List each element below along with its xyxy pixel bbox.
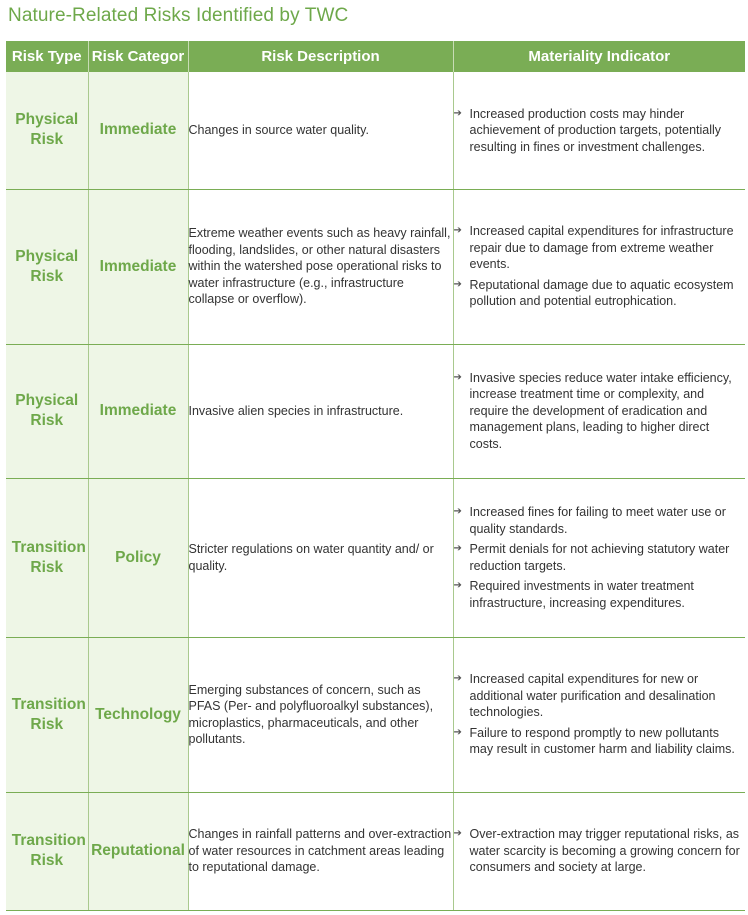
risk-type-label: Physical Risk <box>15 247 79 285</box>
table-row <box>6 189 745 344</box>
indicator-item <box>454 578 746 611</box>
table-row <box>6 344 745 478</box>
indicator-list <box>454 504 746 611</box>
indicator-item <box>454 504 746 537</box>
risk-type-cell <box>6 72 88 189</box>
risk-type-cell <box>6 792 88 910</box>
arrow-bullet-icon: ➔ <box>453 828 462 840</box>
arrow-bullet-icon: ➔ <box>453 278 462 290</box>
header-risk-description: Risk Description <box>188 41 453 72</box>
risk-type-label: Physical Risk <box>15 111 79 149</box>
indicator-list <box>454 223 746 310</box>
indicator-text: Increased production costs may hinder achievement of production targets, potentially resulting in fines or investment challenges. <box>469 106 722 154</box>
indicator-list <box>454 370 746 453</box>
indicator-item <box>454 541 746 574</box>
risk-type-label: Transition Risk <box>11 538 86 576</box>
table-row <box>6 792 745 910</box>
header-risk-type: Risk Type <box>6 41 88 72</box>
risk-category-cell: Immediate <box>88 189 188 344</box>
indicator-list <box>454 826 746 876</box>
indicator-list <box>454 106 746 156</box>
risk-type-cell <box>6 637 88 792</box>
risk-description-cell: Invasive alien species in infrastructure. <box>188 344 453 478</box>
indicator-item <box>454 106 746 156</box>
indicator-item <box>454 671 746 721</box>
indicator-text: Increased capital expenditures for new or additional water purification and desalination technologies. <box>469 672 716 720</box>
risk-type-label: Transition Risk <box>11 695 86 733</box>
arrow-bullet-icon: ➔ <box>453 371 462 383</box>
indicator-text: Failure to respond promptly to new pollutants may result in customer harm and liability claims. <box>469 725 735 757</box>
page-title: Nature-Related Risks Identified by TWC <box>8 5 349 26</box>
indicator-text: Invasive species reduce water intake efficiency, increase treatment time or complexity, and require the development of eradication and management plans, leading to higher direct costs. <box>469 370 732 451</box>
table-row <box>6 478 745 637</box>
indicator-text: Over-extraction may trigger reputational risks, as water scarcity is becoming a growing concern for consumers and society at large. <box>469 827 740 875</box>
indicator-item <box>454 223 746 273</box>
materiality-cell <box>453 792 745 910</box>
indicator-list <box>454 671 746 758</box>
materiality-cell <box>453 189 745 344</box>
indicator-text: Permit denials for not achieving statutory water reduction targets. <box>469 542 730 573</box>
arrow-bullet-icon: ➔ <box>453 673 462 685</box>
risk-category-cell: Policy <box>88 478 188 637</box>
materiality-cell <box>453 478 745 637</box>
risk-type-label: Physical Risk <box>15 392 79 429</box>
materiality-cell <box>453 72 745 189</box>
risk-category-cell: Immediate <box>88 344 188 478</box>
risk-type-cell <box>6 189 88 344</box>
header-risk-category: Risk Categor <box>88 41 188 72</box>
risk-category-cell: Technology <box>88 637 188 792</box>
arrow-bullet-icon: ➔ <box>453 580 462 591</box>
materiality-cell <box>453 637 745 792</box>
indicator-item <box>454 370 746 453</box>
arrow-bullet-icon: ➔ <box>453 726 462 738</box>
indicator-item <box>454 725 746 758</box>
risk-type-cell <box>6 344 88 478</box>
risk-description-cell: Stricter regulations on water quantity and/ or quality. <box>188 478 453 637</box>
risk-description-cell: Emerging substances of concern, such as PFAS (Per- and polyfluoroalkyl substances), microplastics, pharmaceuticals, and other pollutants. <box>188 637 453 792</box>
risk-type-label: Transition Risk <box>11 832 86 869</box>
risk-table <box>6 41 745 911</box>
table-row <box>6 637 745 792</box>
indicator-text: Increased capital expenditures for infrastructure repair due to damage from extreme weather events. <box>469 224 734 272</box>
table-row <box>6 72 745 189</box>
arrow-bullet-icon: ➔ <box>453 506 462 517</box>
risk-description-cell: Changes in rainfall patterns and over-extraction of water resources in catchment areas leading to reputational damage. <box>188 792 453 910</box>
table-header-row <box>6 41 745 72</box>
header-materiality-indicator: Materiality Indicator <box>453 41 745 72</box>
indicator-text: Increased fines for failing to meet water use or quality standards. <box>469 505 726 536</box>
arrow-bullet-icon: ➔ <box>453 107 462 119</box>
arrow-bullet-icon: ➔ <box>453 225 462 237</box>
risk-description-cell: Extreme weather events such as heavy rainfall, flooding, landslides, or other natural disasters within the watershed pose operational risks to water infrastructure (e.g., infrastructure collapse or overflow). <box>188 189 453 344</box>
indicator-text: Reputational damage due to aquatic ecosystem pollution and potential eutrophication. <box>469 277 734 309</box>
indicator-item <box>454 826 746 876</box>
risk-description-cell: Changes in source water quality. <box>188 72 453 189</box>
arrow-bullet-icon: ➔ <box>453 543 462 554</box>
materiality-cell <box>453 344 745 478</box>
indicator-text: Required investments in water treatment infrastructure, increasing expenditures. <box>469 579 694 610</box>
indicator-item <box>454 277 746 310</box>
risk-category-cell: Reputational <box>88 792 188 910</box>
risk-category-cell: Immediate <box>88 72 188 189</box>
risk-type-cell <box>6 478 88 637</box>
